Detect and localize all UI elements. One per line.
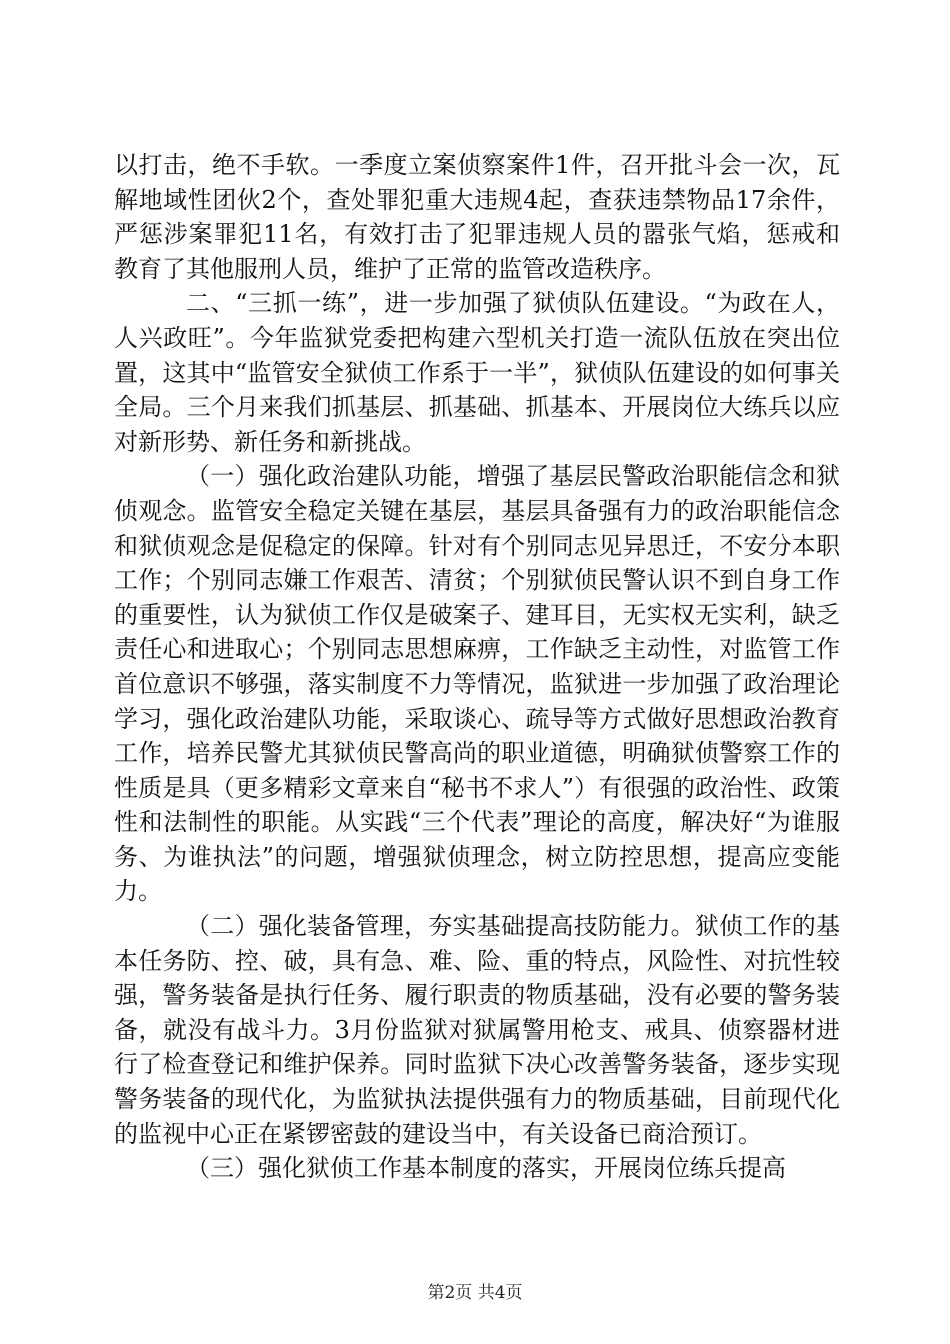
paragraph-section-two: 二、“三抓一练”，进一步加强了狱侦队伍建设。“为政在人，人兴政旺”。今年监狱党委把构建六型机关打造一流队伍放在突出位置，这其中“监管安全狱侦工作系于一半”，狱侦队伍建设的如何事关全局。三个月来我们抓基层、抓基础、抓基本、开展岗位大练兵以应对新形势、新任务和新挑战。 (114, 289, 840, 456)
paragraph-subsection-one: （一）强化政治建队功能，增强了基层民警政治职能信念和狱侦观念。监管安全稳定关键在基层，基层具备强有力的政治职能信念和狱侦观念是促稳定的保障。针对有个别同志见异思迁，不安分本职工作；个别同志嫌工作艰苦、清贫；个别狱侦民警认识不到自身工作的重要性，认为狱侦工作仅是破案子、建耳目，无实权无实利，缺乏责任心和进取心；个别同志思想麻痹，工作缺乏主动性，对监管工作首位意识不够强，落实制度不力等情况，监狱进一步加强了政治理论学习，强化政治建队功能，采取谈心、疏导等方式做好思想政治教育工作，培养民警尤其狱侦民警高尚的职业道德，明确狱侦警察工作的性质是具（更多精彩文章来自“秘书不求人”）有很强的政治性、政策性和法制性的职能。从实践“三个代表”理论的高度，解决好“为谁服务、为谁执法”的问题，增强狱侦理念，树立防控思想，提高应变能力。 (114, 462, 840, 906)
page-number-footer: 第2页 共4页 (427, 1283, 523, 1303)
paragraph-continuation: 以打击，绝不手软。一季度立案侦察案件1件，召开批斗会一次，瓦解地域性团伙2个，查处罪犯重大违规4起，查获违禁物品17余件，严惩涉案罪犯11名，有效打击了犯罪违规人员的嚣张气焰，惩戒和教育了其他服刑人员，维护了正常的监管改造秩序。 (114, 151, 840, 283)
document-body (114, 148, 840, 1186)
paragraph-subsection-two: （二）强化装备管理，夯实基础提高技防能力。狱侦工作的基本任务防、控、破，具有急、难、险、重的特点，风险性、对抗性较强，警务装备是执行任务、履行职责的物质基础，没有必要的警务装备，就没有战斗力。3月份监狱对狱属警用枪支、戒具、侦察器材进行了检查登记和维护保养。同时监狱下决心改善警务装备，逐步实现警务装备的现代化，为监狱执法提供强有力的物质基础，目前现代化的监视中心正在紧锣密鼓的建设当中，有关设备已商洽预订。 (114, 912, 840, 1148)
paragraph-subsection-three: （三）强化狱侦工作基本制度的落实，开展岗位练兵提高 (186, 1154, 786, 1183)
